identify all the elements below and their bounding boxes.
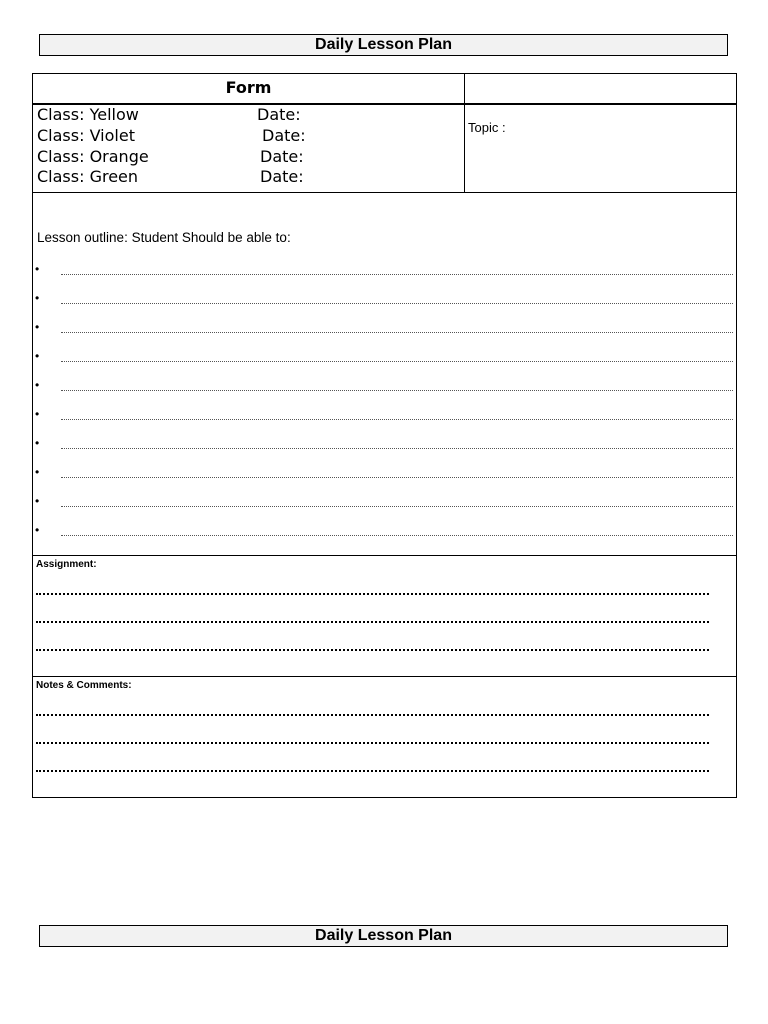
dotted-line [61,448,733,449]
bullet-icon: • [35,320,40,334]
page-title: Daily Lesson Plan [39,34,728,56]
topic-label[interactable]: Topic : [468,120,506,135]
class-list [33,105,465,192]
class-orange: Class: Orange [37,147,149,166]
outline-bullet-line[interactable] [35,291,733,309]
notes-line[interactable] [36,740,709,744]
outline-bullet-line[interactable] [35,465,733,483]
bullet-icon: • [35,291,40,305]
notes-line[interactable] [36,712,709,716]
dotted-line [61,506,733,507]
divider [33,676,736,677]
outline-bullet-line[interactable] [35,320,733,338]
page-title: Daily Lesson Plan [39,925,728,947]
bullet-icon: • [35,407,40,421]
assignment-line[interactable] [36,619,709,623]
outline-bullet-line[interactable] [35,523,733,541]
date-green[interactable]: Date: [260,167,304,186]
bullet-icon: • [35,378,40,392]
class-yellow: Class: Yellow [37,105,139,124]
assignment-line[interactable] [36,591,709,595]
form-header-row [33,74,736,105]
lesson-outline-label: Lesson outline: Student Should be able to: [37,230,291,245]
bullet-icon: • [35,523,40,537]
outline-bullet-line[interactable] [35,378,733,396]
dotted-line [61,419,733,420]
dotted-line [61,274,733,275]
outline-bullet-line[interactable] [35,349,733,367]
class-green: Class: Green [37,167,139,186]
dotted-line [61,332,733,333]
bullet-icon: • [35,436,40,450]
dotted-line [61,535,733,536]
outline-bullet-line[interactable] [35,407,733,425]
assignment-label: Assignment: [36,559,97,570]
dotted-line [61,477,733,478]
dotted-line [61,390,733,391]
date-orange[interactable]: Date: [260,147,304,166]
notes-label: Notes & Comments: [36,680,132,691]
date-violet[interactable]: Date: [262,126,306,145]
dotted-line [61,303,733,304]
lesson-plan-form [32,73,737,798]
outline-bullet-line[interactable] [35,262,733,280]
bullet-icon: • [35,262,40,276]
outline-bullet-line[interactable] [35,436,733,454]
class-violet: Class: Violet [37,126,135,145]
bullet-icon: • [35,494,40,508]
dotted-line [61,361,733,362]
form-label: Form [33,74,465,103]
divider [33,555,736,556]
divider [33,192,736,193]
bullet-icon: • [35,349,40,363]
outline-bullet-line[interactable] [35,494,733,512]
assignment-line[interactable] [36,647,709,651]
date-yellow[interactable]: Date: [257,105,301,124]
bullet-icon: • [35,465,40,479]
notes-line[interactable] [36,768,709,772]
